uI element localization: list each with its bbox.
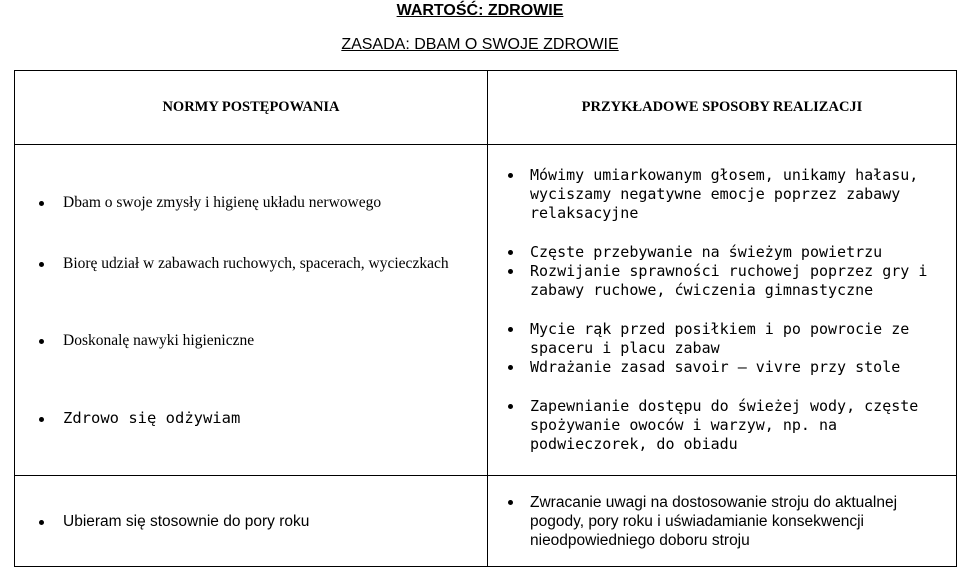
header-norms: NORMY POSTĘPOWANIA — [15, 71, 488, 145]
methods-cell — [488, 145, 957, 476]
table-header-row — [15, 71, 957, 145]
list-item: Rozwijanie sprawności ruchowej poprzez gry i zabawy ruchowe, ćwiczenia gimnastyczne — [488, 262, 956, 300]
methods-list-last — [488, 493, 956, 550]
list-item: Dbam o swoje zmysły i higienę układu nerwowego — [15, 193, 487, 212]
list-item: Zwracanie uwagi na dostosowanie stroju do aktualnej pogody, pory roku i uświadamianie konsekwencji nieodpowiedniego doboru stroju — [488, 493, 956, 550]
norms-cell — [15, 145, 488, 476]
method-clothing-cell — [488, 476, 957, 567]
norms-list — [15, 193, 487, 428]
list-item: Zdrowo się odżywiam — [15, 409, 487, 428]
norm-clothing-cell — [15, 476, 488, 567]
list-item: Mówimy umiarkowanym głosem, unikamy hałasu, wyciszamy negatywne emocje poprzez zabawy relaksacyjne — [488, 166, 956, 223]
page-subtitle: ZASADA: DBAM O SWOJE ZDROWIE — [341, 36, 619, 53]
list-item: Ubieram się stosownie do pory roku — [15, 512, 487, 531]
list-item: Doskonalę nawyki higieniczne — [15, 331, 487, 350]
table-row — [15, 476, 957, 567]
methods-list — [488, 166, 956, 454]
page-title: WARTOŚĆ: ZDROWIE — [396, 2, 564, 19]
list-item: Mycie rąk przed posiłkiem i po powrocie ze spaceru i placu zabaw — [488, 320, 956, 358]
list-item: Częste przebywanie na świeżym powietrzu — [488, 243, 956, 262]
list-item: Wdrażanie zasad savoir – vivre przy stole — [488, 358, 956, 377]
list-item: Biorę udział w zabawach ruchowych, spacerach, wycieczkach — [15, 254, 487, 273]
values-table — [14, 70, 957, 567]
header-methods: PRZYKŁADOWE SPOSOBY REALIZACJI — [488, 71, 957, 145]
list-item: Zapewnianie dostępu do świeżej wody, częste spożywanie owoców i warzyw, np. na podwieczorek, do obiadu — [488, 397, 956, 454]
norms-list-last — [15, 512, 487, 531]
table-row — [15, 145, 957, 476]
